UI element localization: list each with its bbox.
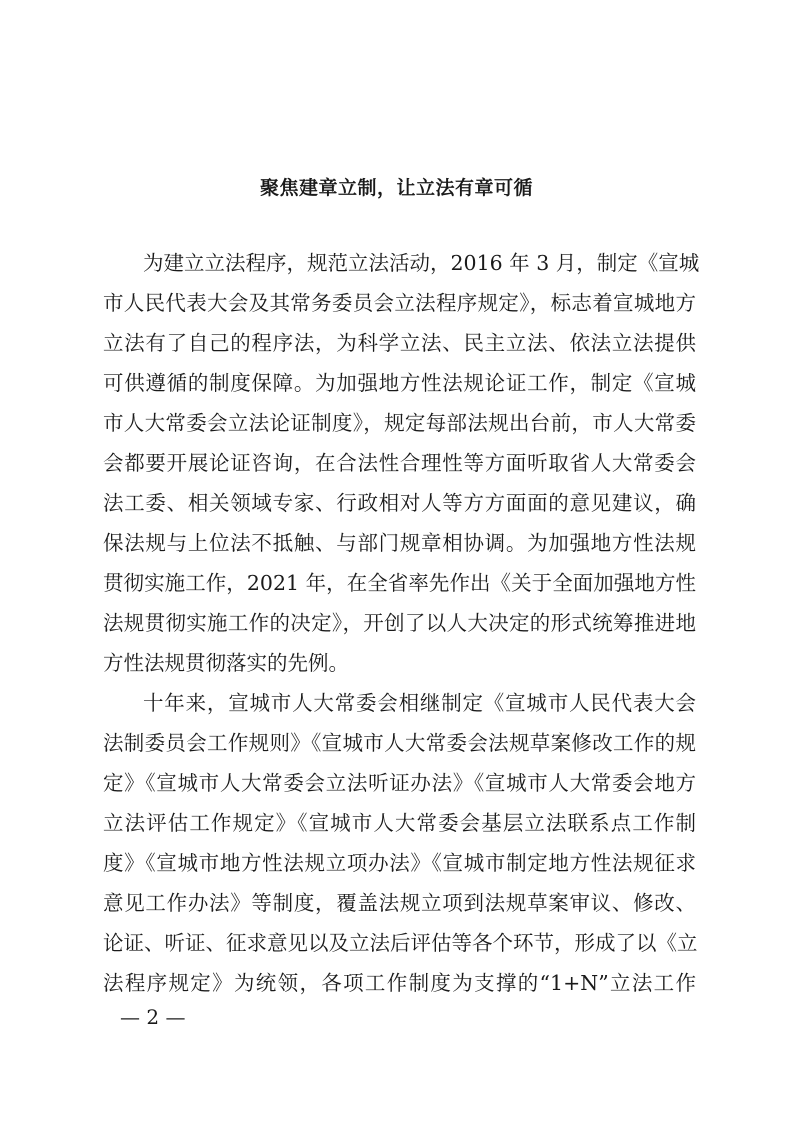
text-line: 定》《宣城市人大常委会立法听证办法》《宣城市人大常委会地方 <box>103 771 696 795</box>
text-line: 十年来，宣城市人大常委会相继制定《宣城市人民代表大会 <box>143 691 696 715</box>
text-line: 方性法规贯彻落实的先例。 <box>103 651 349 675</box>
text-line: 立法有了自己的程序法，为科学立法、民主立法、依法立法提供 <box>103 331 696 355</box>
text-line: 意见工作办法》等制度，覆盖法规立项到法规草案审议、修改、 <box>103 891 696 915</box>
text-line: 市人大常委会立法论证制度》，规定每部法规出台前，市人大常委 <box>103 411 696 435</box>
text-line: 贯彻实施工作，2021 年，在全省率先作出《关于全面加强地方性 <box>103 571 696 595</box>
page-title: 聚焦建章立制，让立法有章可循 <box>259 177 533 199</box>
text-line: 为建立立法程序，规范立法活动，2016 年 3 月，制定《宣城 <box>143 251 700 275</box>
page-number: — 2 — <box>120 1005 186 1029</box>
text-line: 度》《宣城市地方性法规立项办法》《宣城市制定地方性法规征求 <box>103 851 696 875</box>
text-line: 法工委、相关领域专家、行政相对人等方方面面的意见建议，确 <box>103 491 696 515</box>
text-line: 论证、听证、征求意见以及立法后评估等各个环节，形成了以《立 <box>103 931 698 955</box>
text-line: 法程序规定》为统领，各项工作制度为支撑的“1+N”立法工作 <box>103 971 696 995</box>
text-line: 法规贯彻实施工作的决定》，开创了以人大决定的形式统筹推进地 <box>103 611 696 635</box>
text-line: 立法评估工作规定》《宣城市人大常委会基层立法联系点工作制 <box>103 811 696 835</box>
text-line: 保法规与上位法不抵触、与部门规章相协调。为加强地方性法规 <box>103 531 696 555</box>
text-line: 法制委员会工作规则》《宣城市人大常委会法规草案修改工作的规 <box>103 731 696 755</box>
text-line: 可供遵循的制度保障。为加强地方性法规论证工作，制定《宣城 <box>103 371 696 395</box>
text-line: 市人民代表大会及其常务委员会立法程序规定》，标志着宣城地方 <box>103 291 696 315</box>
text-line: 会都要开展论证咨询，在合法性合理性等方面听取省人大常委会 <box>103 451 696 475</box>
